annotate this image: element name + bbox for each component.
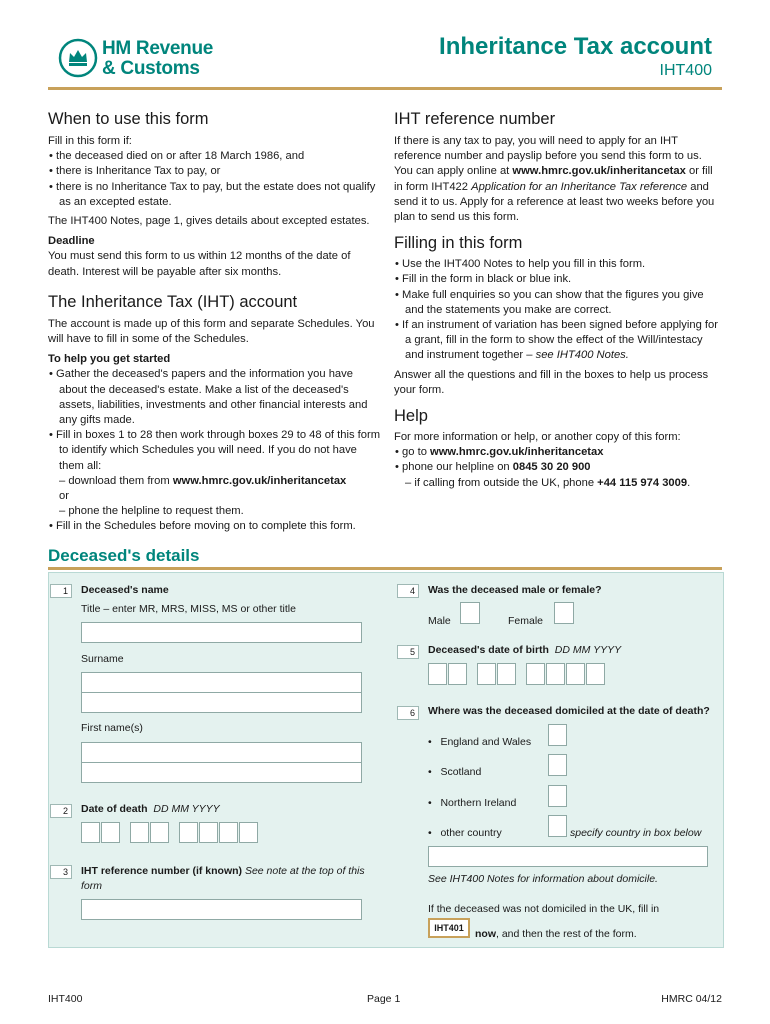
birth-date-digit[interactable] bbox=[448, 663, 467, 685]
iht401-text-end: now, and then the rest of the form. bbox=[475, 928, 637, 940]
surname-input-line1[interactable] bbox=[81, 672, 362, 693]
ref-heading: IHT reference number bbox=[394, 110, 556, 128]
help-abroad: – if calling from outside the UK, phone +44 115 974 3009. bbox=[405, 476, 691, 489]
filling-heading: Filling in this form bbox=[394, 234, 523, 253]
firstname-input-line2[interactable] bbox=[81, 762, 362, 783]
help-bullet: • go to www.hmrc.gov.uk/inheritancetax bbox=[395, 446, 604, 459]
help-heading: Help bbox=[394, 407, 428, 426]
box-number: 5 bbox=[397, 645, 419, 659]
q5-label: Deceased's date of birth DD MM YYYY bbox=[428, 644, 622, 656]
surname-input-line2[interactable] bbox=[81, 692, 362, 713]
domicile-option: • other country bbox=[428, 827, 502, 839]
male-label: Male bbox=[428, 615, 451, 627]
iht-reference-input[interactable] bbox=[81, 899, 362, 920]
specify-hint: specify country in box below bbox=[570, 827, 702, 839]
filling-bullet: • Use the IHT400 Notes to help you fill in this form. bbox=[395, 258, 646, 271]
filling-answer: Answer all the questions and fill in the boxes to help us process your form. bbox=[394, 368, 709, 396]
birth-date-digit[interactable] bbox=[428, 663, 447, 685]
help-link[interactable]: www.hmrc.gov.uk/inheritancetax bbox=[430, 446, 604, 459]
box-number: 1 bbox=[50, 584, 72, 598]
when-bullet: • the deceased died on or after 18 March 1986, and bbox=[49, 150, 305, 163]
help-start-label: To help you get started bbox=[48, 353, 171, 366]
ref-link[interactable]: www.hmrc.gov.uk/inheritancetax bbox=[512, 165, 686, 178]
england-wales-checkbox[interactable] bbox=[548, 724, 567, 746]
box-number: 2 bbox=[50, 804, 72, 818]
birth-date-digit[interactable] bbox=[477, 663, 496, 685]
header-rule bbox=[48, 87, 722, 90]
domicile-option: • Scotland bbox=[428, 766, 482, 778]
title-label: Title – enter MR, MRS, MISS, MS or other title bbox=[81, 603, 296, 615]
death-date-digit[interactable] bbox=[199, 822, 218, 843]
helpline-number: 0845 30 20 900 bbox=[512, 461, 591, 474]
box-number: 4 bbox=[397, 584, 419, 598]
birth-date-digit[interactable] bbox=[497, 663, 516, 685]
death-date-digit[interactable] bbox=[150, 822, 169, 843]
when-intro: Fill in this form if: bbox=[48, 135, 132, 147]
deceased-heading: Deceased's details bbox=[48, 546, 200, 565]
right-column bbox=[394, 110, 722, 491]
page-title: Inheritance Tax account bbox=[439, 33, 712, 60]
firstname-label: First name(s) bbox=[81, 722, 143, 734]
logo-line2: & Customs bbox=[102, 58, 200, 79]
left-column bbox=[48, 110, 383, 535]
start-bullet: • Fill in boxes 1 to 28 then work through boxes 29 to 48 of this form to identify which Schedules you will need. If you do not have them all: bbox=[49, 429, 381, 472]
female-checkbox[interactable] bbox=[554, 602, 574, 624]
other-country-input[interactable] bbox=[428, 846, 708, 867]
title-input[interactable] bbox=[81, 622, 362, 643]
female-label: Female bbox=[508, 615, 544, 627]
birth-date-digit[interactable] bbox=[566, 663, 585, 685]
ref-text: If there is any tax to pay, you will need to apply for an IHT reference number and payslip before you send this form to us. You can apply online at www.hmrc.gov.uk/inheritancetax or fill in form IHT422 Application for an Inheritance Tax reference and send it to us. Apply for a reference at least two weeks before you plan to send us this form. bbox=[394, 135, 715, 224]
when-bullet: • there is Inheritance Tax to pay, or bbox=[49, 165, 221, 178]
q3-label: IHT reference number (if known) See note at the top of this form bbox=[81, 865, 365, 892]
q2-label: Date of death DD MM YYYY bbox=[81, 803, 220, 815]
when-note: The IHT400 Notes, page 1, gives details about excepted estates. bbox=[48, 215, 370, 228]
start-bullet: • Fill in the Schedules before moving on to complete this form. bbox=[49, 520, 356, 533]
q6-label: Where was the deceased domiciled at the date of death? bbox=[428, 705, 710, 717]
death-date-digit[interactable] bbox=[219, 822, 238, 843]
other-country-checkbox[interactable] bbox=[548, 815, 567, 837]
northern-ireland-checkbox[interactable] bbox=[548, 785, 567, 807]
iht401-badge: IHT401 bbox=[428, 918, 470, 938]
birth-date-digit[interactable] bbox=[586, 663, 605, 685]
death-date-digit[interactable] bbox=[239, 822, 258, 843]
box-number: 3 bbox=[50, 865, 72, 879]
death-date-digit[interactable] bbox=[81, 822, 100, 843]
when-bullet: • there is no Inheritance Tax to pay, but the estate does not qualify as an excepted estate. bbox=[49, 180, 376, 208]
surname-label: Surname bbox=[81, 653, 124, 665]
male-checkbox[interactable] bbox=[460, 602, 480, 624]
filling-bullet: • Make full enquiries so you can show that the figures you give and the statements you make are correct. bbox=[395, 288, 704, 316]
birth-date-digit[interactable] bbox=[526, 663, 545, 685]
crown-crest-icon bbox=[58, 38, 98, 78]
account-text: The account is made up of this form and separate Schedules. You will have to fill in some of the Schedules. bbox=[48, 317, 375, 346]
death-date-digit[interactable] bbox=[179, 822, 198, 843]
hmrc-logo bbox=[58, 38, 238, 80]
q4-label: Was the deceased male or female? bbox=[428, 584, 602, 596]
filling-bullet: • If an instrument of variation has been signed before applying for a grant, fill in the form to show the effect of the Will/intestacy and instrument together – see IHT400 Notes. bbox=[395, 319, 718, 362]
footer-form-code: IHT400 bbox=[48, 993, 83, 1005]
page-number: Page 1 bbox=[367, 993, 401, 1005]
filling-bullet: • Fill in the form in black or blue ink. bbox=[395, 273, 572, 286]
account-heading: The Inheritance Tax (IHT) account bbox=[48, 292, 298, 311]
or-text: or bbox=[59, 490, 69, 503]
phone-line: – phone the helpline to request them. bbox=[59, 505, 244, 518]
death-date-digit[interactable] bbox=[130, 822, 149, 843]
download-line: – download them from www.hmrc.gov.uk/inheritancetax bbox=[59, 474, 347, 487]
download-link[interactable]: www.hmrc.gov.uk/inheritancetax bbox=[172, 474, 347, 487]
logo-line1: HM Revenue bbox=[102, 38, 214, 59]
firstname-input-line1[interactable] bbox=[81, 742, 362, 763]
help-bullet: • phone our helpline on 0845 30 20 900 bbox=[395, 461, 591, 474]
help-text: For more information or help, or another copy of this form: bbox=[394, 431, 681, 444]
form-code: IHT400 bbox=[659, 62, 712, 79]
q1-label: Deceased's name bbox=[81, 584, 169, 596]
domicile-option: • England and Wales bbox=[428, 736, 532, 748]
box-number: 6 bbox=[397, 706, 419, 720]
start-bullet: • Gather the deceased's papers and the information you have about the deceased's estate. Make a list of the deceased's assets, liabilities, investments and other financial interests and any gifts made. bbox=[49, 368, 368, 427]
birth-date-digit[interactable] bbox=[546, 663, 565, 685]
scotland-checkbox[interactable] bbox=[548, 754, 567, 776]
deadline-label: Deadline bbox=[48, 235, 95, 248]
iht401-text: If the deceased was not domiciled in the UK, fill in bbox=[428, 903, 660, 915]
footer-version: HMRC 04/12 bbox=[661, 993, 722, 1005]
domicile-option: • Northern Ireland bbox=[428, 797, 517, 809]
when-heading: When to use this form bbox=[48, 110, 209, 128]
death-date-digit[interactable] bbox=[101, 822, 120, 843]
section-rule bbox=[48, 567, 722, 570]
deadline-text: You must send this form to us within 12 months of the date of death. Interest will be payable after six months. bbox=[48, 250, 351, 278]
domicile-note: See IHT400 Notes for information about domicile. bbox=[428, 873, 658, 885]
